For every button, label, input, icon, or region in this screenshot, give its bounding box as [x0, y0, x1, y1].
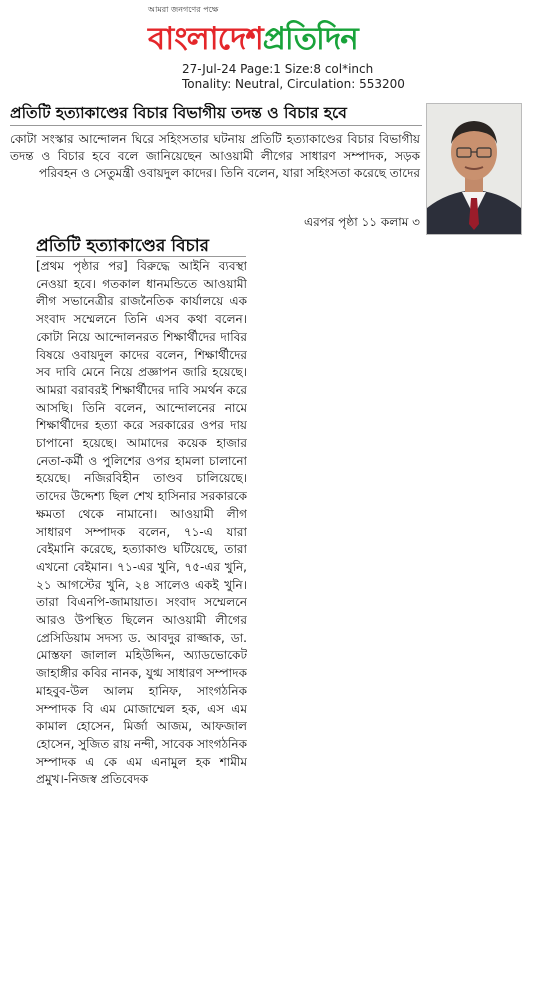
- person-portrait-icon: [427, 104, 521, 234]
- jump-headline: প্রতিটি হত্যাকাণ্ডের বিচার: [36, 236, 210, 256]
- clipping-meta-date: 27-Jul-24 Page:1 Size:8 col*inch: [182, 62, 374, 76]
- masthead: [0, 0, 559, 100]
- continuation-note: এরপর পৃষ্ঠা ১১ কলাম ৩: [303, 215, 420, 229]
- article-lead: কোটা সংস্কার আন্দোলন ঘিরে সহিংসতার ঘটনায় প্রতিটি হত্যাকাণ্ডের বিচার বিভাগীয় তদন্ত ও বিচার হবে বলে জানিয়েছেন আওয়ামী লীগের সাধারণ সম্পাদক, সড়ক পরিবহন ও সেতুমন্ত্রী ওবায়দুল কাদের। তিনি বলেন, যারা সহিংসতা করেছে তাদের: [10, 132, 420, 180]
- newspaper-logo: [148, 13, 358, 55]
- portrait-photo: [426, 103, 522, 235]
- logo-text-green: প্রতিদিন: [262, 21, 358, 57]
- clipping-meta-tonality: Tonality: Neutral, Circulation: 553200: [182, 77, 405, 91]
- headline-divider: [10, 125, 422, 126]
- article-body: [প্রথম পৃষ্ঠার পর] বিরুদ্ধে আইনি ব্যবস্থা নেওয়া হবে। গতকাল ধানমন্ডিতে আওয়ামী লীগ সভানেত্রীর রাজনৈতিক কার্যালয়ে এক সংবাদ সম্মেলনে তিনি এসব কথা বলেন। কোটা নিয়ে আন্দোলনরত শিক্ষার্থীদের দাবির বিষয়ে ওবায়দুল কাদের বলেন, শিক্ষার্থীদের সব দাবি মেনে নিয়ে প্রজ্ঞাপন জারি হয়েছে। আমরা বরাবরই শিক্ষার্থীদের দাবি সমর্থন করে আসছি। তিনি বলেন, আন্দোলনের নামে শিক্ষার্থীদের হত্যা করে সরকারের ওপর দায় চাপানো হয়েছে। আমাদের কয়েক হাজার নেতা-কর্মী ও পুলিশের ওপর হামলা চালানো হয়েছে। নজিরবিহীন তাণ্ডব চালিয়েছে। তাদের উদ্দেশ্য ছিল শেখ হাসিনার সরকারকে ক্ষমতা থেকে নামানো। আওয়ামী লীগ সাধারণ সম্পাদক বলেন, ৭১-এ যারা বেইমানি করেছে, হত্যাকাণ্ড ঘটিয়েছে, তারা এখনো বেইমান। ৭১-এর খুনি, ৭৫-এর খুনি, ২১ আগস্টের খুনি, ২৪ সালেও একই খুনি। তারা বিএনপি-জামায়াত। সংবাদ সম্মেলনে আরও উপস্থিত ছিলেন আওয়ামী লীগের প্রেসিডিয়াম সদস্য ড. আবদুর রাজ্জাক, ডা. মোস্তফা জালাল মহিউদ্দিন, অ্যাডভোকেট জাহাঙ্গীর কবির নানক, যুগ্ম সাধারণ সম্পাদক মাহবুব-উল আলম হানিফ, সাংগঠনিক সম্পাদক বি এম মোজাম্মেল হক, এস এম কামাল হোসেন, মির্জা আজম, আফজাল হোসেন, সুজিত রায় নন্দী, সাবেক সাংগঠনিক সম্পাদক এ কে এম এনামুল হক শামীম প্রমুখ।-নিজস্ব প্রতিবেদক: [36, 259, 247, 787]
- article-headline: প্রতিটি হত্যাকাণ্ডের বিচার বিভাগীয় তদন্ত ও বিচার হবে: [10, 103, 347, 122]
- masthead-tagline: আমরা জনগণের পক্ষে: [148, 5, 219, 14]
- logo-text-red: বাংলাদেশ: [148, 21, 263, 57]
- jump-headline-divider: [36, 256, 246, 257]
